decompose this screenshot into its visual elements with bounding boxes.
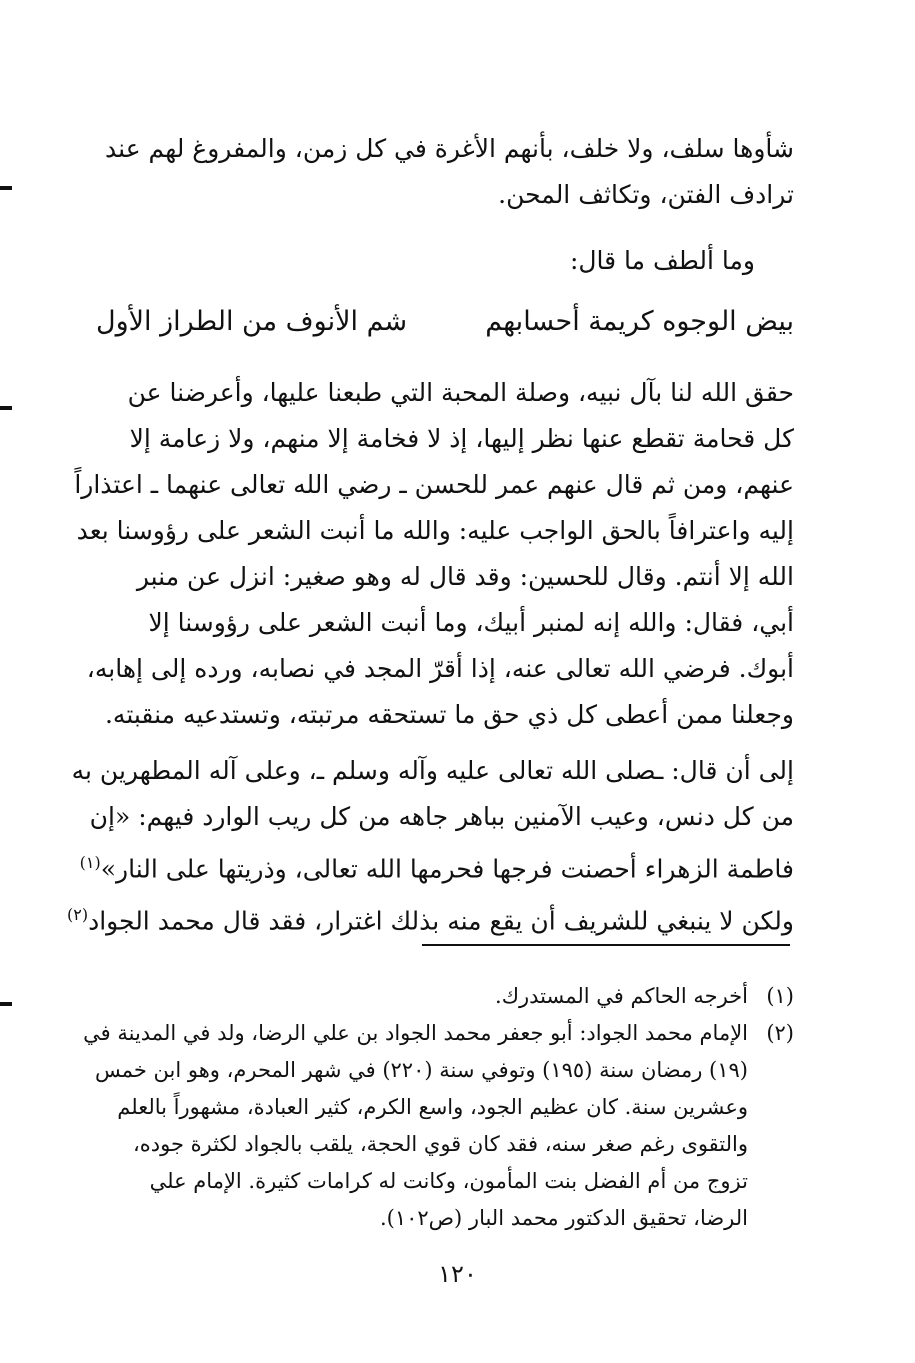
footnote-line: أخرجه الحاكم في المستدرك. <box>495 984 748 1008</box>
verse-first-hemistich: بيض الوجوه كريمة أحسابهم <box>485 306 794 337</box>
footnote-number: (١) <box>766 984 794 1008</box>
footnote-line: الإمام محمد الجواد: أبو جعفر محمد الجواد بن علي الرضا، ولد في المدينة في <box>83 1021 748 1045</box>
margin-mark-top <box>0 186 12 190</box>
footnote-ref-2[interactable]: (٢) <box>66 905 89 925</box>
margin-mark-bottom <box>0 1002 12 1006</box>
footnote-2 <box>83 1015 794 1237</box>
footnote-body <box>83 1015 748 1237</box>
footnote-separator <box>422 944 790 946</box>
paragraph-1-line: شأوها سلف، ولا خلف، بأنهم الأغرة في كل زمن، والمفروغ لهم عند <box>105 134 794 163</box>
paragraph-2-line: إليه واعترافاً بالحق الواجب عليه: والله ما أنبت الشعر على رؤوسنا بعد <box>76 516 794 545</box>
paragraph-2-line: كل قحامة تقطع عنها نظر إليها، إذ لا فخامة إلا منهم، ولا زعامة إلا <box>129 424 794 453</box>
footnote-line: وعشرين سنة. كان عظيم الجود، واسع الكرم، كثير العبادة، مشهوراً بالعلم <box>117 1095 748 1119</box>
paragraph-1 <box>96 126 794 218</box>
paragraph-3 <box>66 748 794 945</box>
footnote-body <box>96 978 748 1015</box>
paragraph-2-line: الله إلا أنتم. وقال للحسين: وقد قال له وهو صغير: انزل عن منبر <box>136 562 794 591</box>
footnote-line: والتقوى رغم صغر سنه، فقد كان قوي الحجة، يلقب بالجواد لكثرة جوده، <box>132 1132 748 1156</box>
footnote-ref-1[interactable]: (١) <box>79 853 101 872</box>
paragraph-2-line: أبوك. فرضي الله تعالى عنه، إذا أقرّ المجد في نصابه، ورده إلى إهابه، <box>86 654 794 683</box>
footnote-line: الرضا، تحقيق الدكتور محمد البار (ص١٠٢). <box>379 1206 748 1230</box>
footnote-line: (١٩) رمضان سنة (١٩٥) وتوفي سنة (٢٢٠) في شهر المحرم، وهو ابن خمس <box>94 1058 748 1082</box>
footnotes <box>83 978 794 1237</box>
verse-intro: وما ألطف ما قال: <box>569 246 755 275</box>
paragraph-2-line: عنهم، ومن ثم قال عنهم عمر للحسن ـ رضي الله تعالى عنهما ـ اعتذاراً <box>74 470 794 499</box>
paragraph-1-line: ترادف الفتن، وتكاثف المحن. <box>498 180 794 209</box>
paragraph-3-line <box>79 840 794 892</box>
page-number: ١٢٠ <box>438 1260 477 1288</box>
paragraph-3-line <box>66 892 794 944</box>
paragraph-3-line-text: ولكن لا ينبغي للشريف أن يقع منه بذلك اغترار، فقد قال محمد الجواد <box>88 906 794 936</box>
paragraph-2-line: وجعلنا ممن أعطى كل ذي حق ما تستحقه مرتبته، وتستدعيه منقبته. <box>104 700 794 729</box>
paragraph-3-line: إلى أن قال: ـصلى الله تعالى عليه وآله وسلم ـ، وعلى آله المطهرين به <box>71 756 794 785</box>
verse-second-hemistich: شم الأنوف من الطراز الأول <box>96 306 408 337</box>
margin-mark-middle <box>0 406 12 410</box>
paragraph-3-line-text: فاطمة الزهراء أحصنت فرجها فحرمها الله تعالى، وذريتها على النار» <box>100 854 794 884</box>
paragraph-2 <box>74 370 794 738</box>
paragraph-2-line: أبي، فقال: والله إنه لمنبر أبيك، وما أنبت الشعر على رؤوسنا إلا <box>148 608 794 637</box>
footnote-1 <box>96 978 794 1015</box>
footnote-line: تزوج من أم الفضل بنت المأمون، وكانت له كرامات كثيرة. الإمام علي <box>149 1169 748 1193</box>
footnote-number: (٢) <box>766 1021 794 1045</box>
paragraph-3-line: من كل دنس، وعيب الآمنين بباهر جاهه من كل ريب الوارد فيهم: «إن <box>89 802 794 831</box>
paragraph-2-line: حقق الله لنا بآل نبيه، وصلة المحبة التي طبعنا عليها، وأعرضنا عن <box>127 378 794 407</box>
